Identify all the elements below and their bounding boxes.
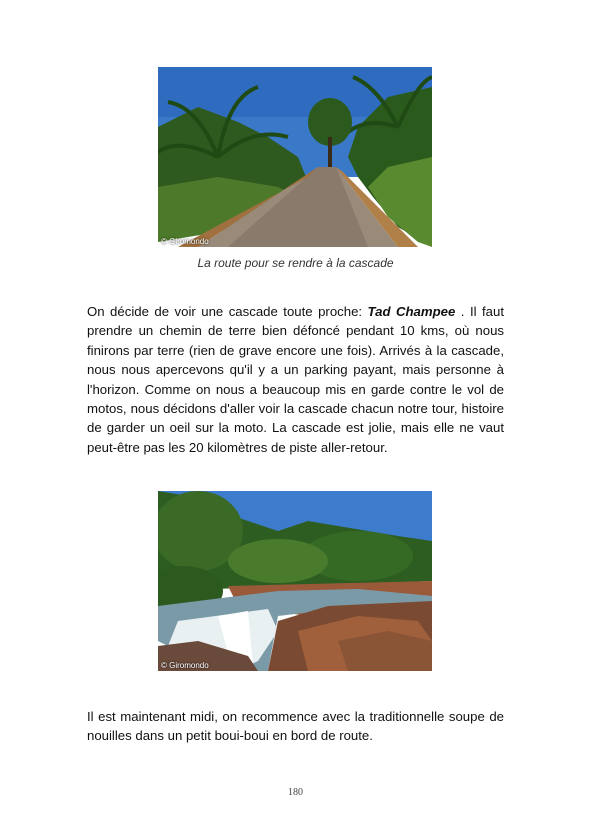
road-photo bbox=[158, 67, 432, 247]
paragraph-text-rest: . Il faut prendre un chemin de terre bien défoncé pendant 10 kms, où nous finirons par terre (rien de grave encore une fois). Arrivés à la cascade, nous nous apercevons qu'il y a un parking payant, mais personne à l'horizon. Comme on nous a beaucoup mis en garde contre le vol de motos, nous décidons d'aller voir la cascade chacun notre tour, histoire de garder un oeil sur la moto. La cascade est jolie, mais elle ne vaut peut-être pas les 20 kilomètres de piste aller-retour. bbox=[87, 304, 504, 455]
place-name: Tad Champee bbox=[367, 304, 456, 319]
paragraph-lunch: Il est maintenant midi, on recommence avec la traditionnelle soupe de nouilles dans un petit boui-boui en bord de route. bbox=[87, 709, 504, 744]
page-number: 180 bbox=[288, 787, 303, 798]
paragraph-text-start: On décide de voir une cascade toute proche: bbox=[87, 304, 368, 319]
waterfall-photo bbox=[158, 491, 432, 671]
photo-credit: © Giromondo bbox=[161, 237, 209, 246]
photo-caption: La route pour se rendre à la cascade bbox=[197, 256, 394, 270]
paragraph-tad-champee bbox=[87, 302, 504, 457]
photo-credit-2: © Giromondo bbox=[161, 661, 209, 670]
